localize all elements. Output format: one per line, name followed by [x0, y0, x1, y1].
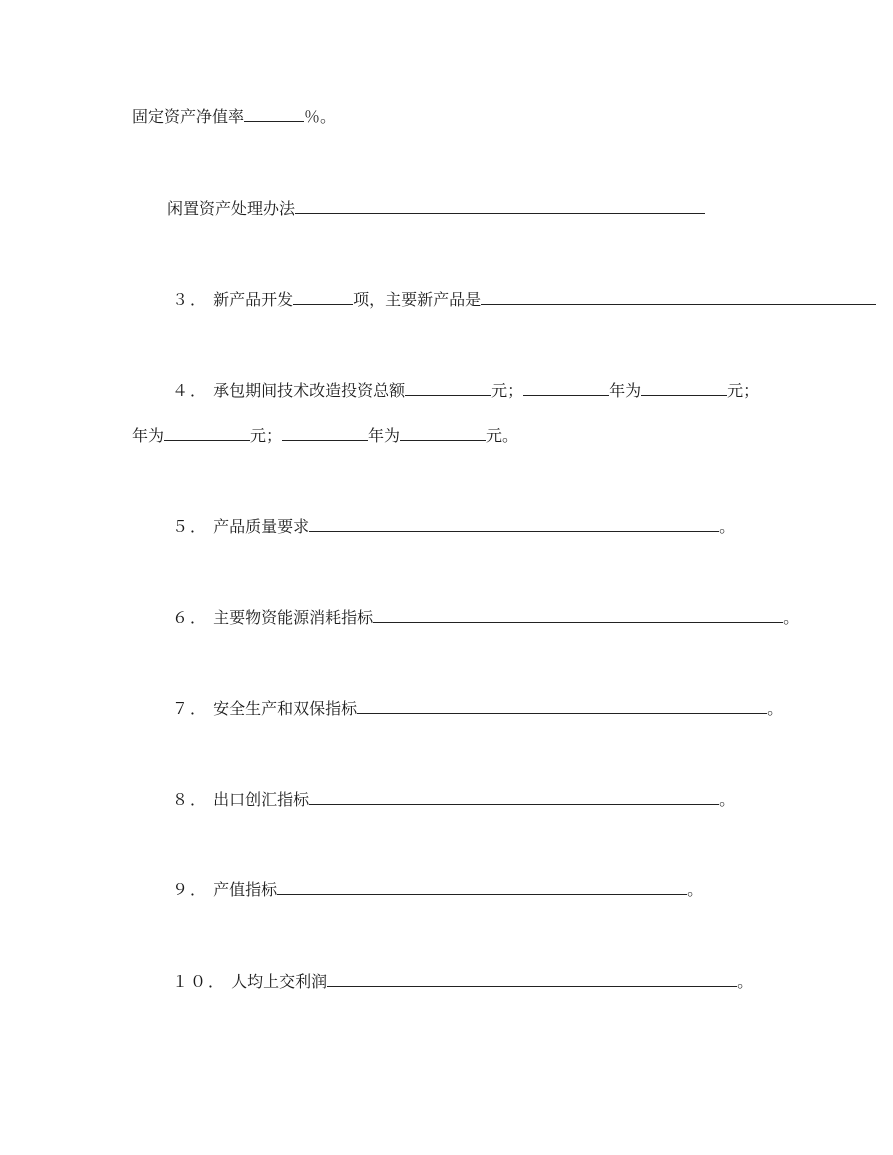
blank-year-3[interactable]	[282, 425, 368, 441]
label-profit-per-capita: 人均上交利润	[231, 972, 328, 991]
blank-quality[interactable]	[309, 516, 719, 532]
item-number-9: ９．	[172, 880, 209, 899]
item-number-3: ３．	[172, 290, 209, 309]
label-main-new-product: 项，主要新产品是	[353, 290, 482, 309]
line-fixed-asset-ratio	[132, 106, 336, 126]
blank-profit-per-capita[interactable]	[327, 971, 737, 987]
period-safety: 。	[767, 699, 784, 718]
line-tech-investment	[172, 380, 759, 400]
blank-year-1[interactable]	[523, 380, 609, 396]
label-safety: 安全生产和双保指标	[213, 699, 358, 718]
label-year-is-2: 年为	[132, 426, 165, 445]
item-number-10: １０．	[172, 972, 227, 991]
blank-export[interactable]	[309, 789, 719, 805]
label-yuan-2: 元；	[727, 381, 760, 400]
item-number-6: ６．	[172, 608, 209, 627]
period-profit-per-capita: 。	[737, 972, 754, 991]
label-year-is-1: 年为	[609, 381, 642, 400]
line-idle-asset	[167, 198, 705, 218]
label-output-value: 产值指标	[213, 880, 278, 899]
blank-idle-asset[interactable]	[295, 198, 705, 214]
line-tech-investment-cont	[132, 425, 518, 445]
line-export	[172, 789, 735, 809]
blank-amount-3[interactable]	[400, 425, 486, 441]
blank-safety[interactable]	[357, 698, 767, 714]
label-new-product: 新产品开发	[213, 290, 294, 309]
label-year-is-3: 年为	[368, 426, 401, 445]
line-safety	[172, 698, 783, 718]
item-number-5: ５．	[172, 517, 209, 536]
line-profit-per-capita	[172, 971, 753, 991]
item-number-7: ７．	[172, 699, 209, 718]
line-new-product	[172, 289, 876, 309]
line-output-value	[172, 879, 703, 899]
label-idle-asset: 闲置资产处理办法	[167, 199, 296, 218]
blank-energy[interactable]	[373, 607, 783, 623]
item-number-8: ８．	[172, 790, 209, 809]
blank-amount-2[interactable]	[164, 425, 250, 441]
line-quality	[172, 516, 735, 536]
blank-total-investment[interactable]	[405, 380, 491, 396]
label-yuan-4: 元。	[486, 426, 519, 445]
item-number-4: ４．	[172, 381, 209, 400]
period-quality: 。	[719, 517, 736, 536]
label-fixed-asset-ratio: 固定资产净值率	[132, 107, 245, 126]
label-energy: 主要物资能源消耗指标	[213, 608, 374, 627]
line-energy	[172, 607, 799, 627]
label-yuan-1: 元；	[491, 381, 524, 400]
percent-suffix: ％。	[304, 107, 337, 126]
label-yuan-3: 元；	[250, 426, 283, 445]
period-energy: 。	[783, 608, 800, 627]
label-export: 出口创汇指标	[213, 790, 310, 809]
period-output-value: 。	[687, 880, 704, 899]
blank-output-value[interactable]	[277, 879, 687, 895]
label-tech-investment: 承包期间技术改造投资总额	[213, 381, 406, 400]
period-export: 。	[719, 790, 736, 809]
blank-fixed-asset-ratio[interactable]	[244, 106, 304, 122]
blank-amount-1[interactable]	[641, 380, 727, 396]
blank-main-new-product[interactable]	[481, 289, 876, 305]
label-quality: 产品质量要求	[213, 517, 310, 536]
blank-new-product-count[interactable]	[293, 289, 353, 305]
